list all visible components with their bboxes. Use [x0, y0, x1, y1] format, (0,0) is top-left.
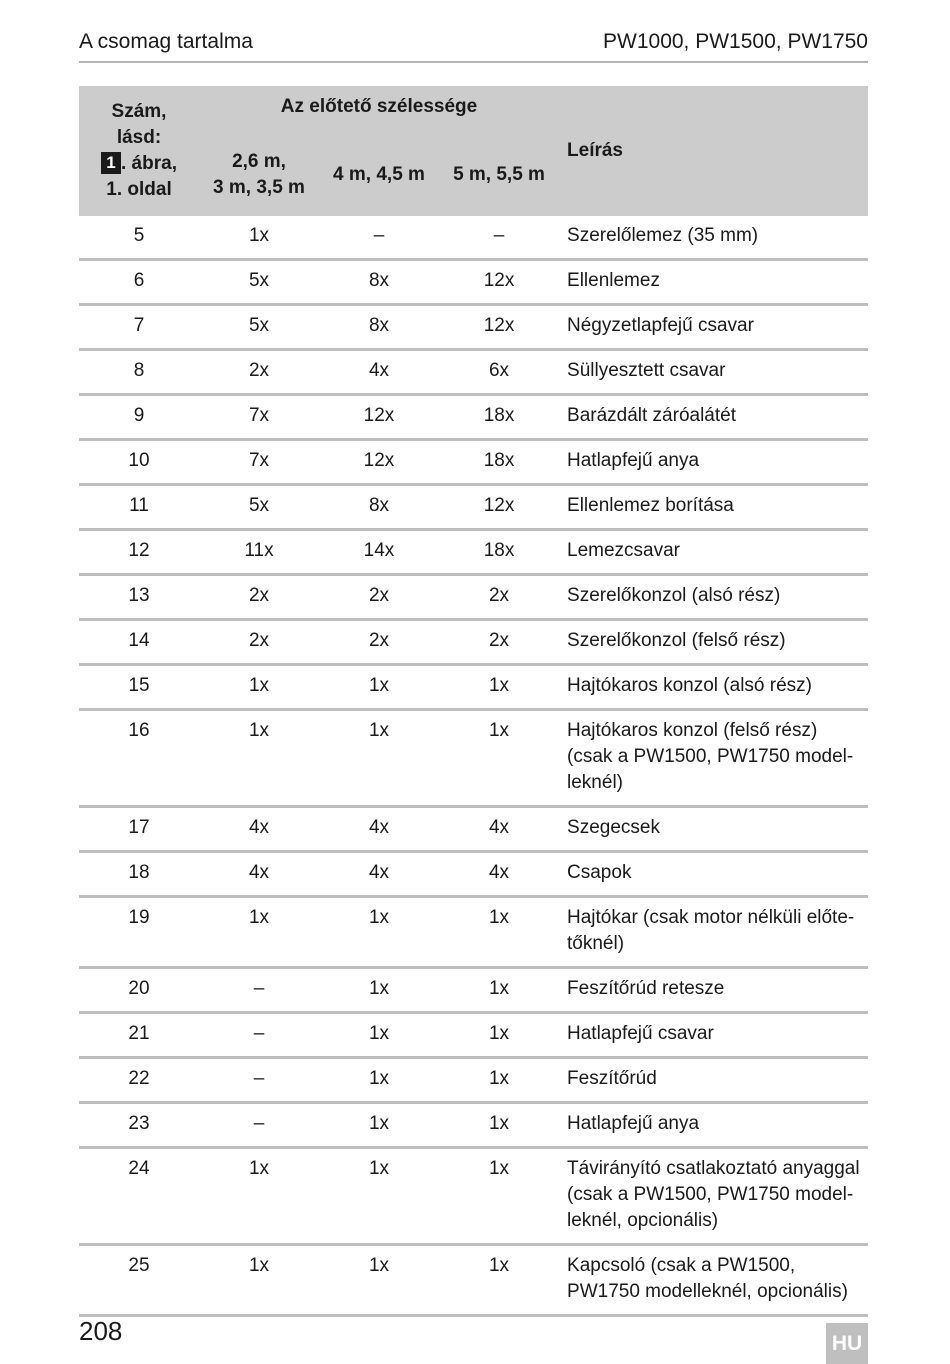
cell-number: 8 [79, 350, 199, 395]
cell-number: 16 [79, 710, 199, 807]
column-header-number-line3: . ábra, [121, 153, 177, 174]
table-row [79, 968, 868, 1013]
cell-qty-width-3: 12x [439, 485, 559, 530]
cell-qty-width-3: 1x [439, 1013, 559, 1058]
cell-number: 21 [79, 1013, 199, 1058]
cell-qty-width-1: 4x [199, 807, 319, 852]
cell-description: Hatlapfejű anya [559, 440, 868, 485]
column-header-width-1 [199, 134, 319, 216]
cell-qty-width-3: 18x [439, 530, 559, 575]
cell-description: Barázdált záróalátét [559, 395, 868, 440]
page-number: 208 [79, 1316, 123, 1346]
cell-qty-width-1: 1x [199, 216, 319, 260]
cell-qty-width-1: 1x [199, 710, 319, 807]
cell-qty-width-3: 1x [439, 665, 559, 710]
header-divider [79, 61, 868, 63]
cell-qty-width-1: – [199, 968, 319, 1013]
cell-description: Feszítőrúd retesze [559, 968, 868, 1013]
cell-qty-width-3: 1x [439, 710, 559, 807]
cell-description: Ellenlemez borítása [559, 485, 868, 530]
table-row [79, 575, 868, 620]
cell-qty-width-1: 5x [199, 485, 319, 530]
cell-number: 12 [79, 530, 199, 575]
cell-number: 6 [79, 260, 199, 305]
cell-qty-width-2: 14x [319, 530, 439, 575]
cell-description: Hatlapfejű anya [559, 1103, 868, 1148]
cell-description: Csapok [559, 852, 868, 897]
cell-qty-width-3: 4x [439, 852, 559, 897]
cell-description: Hajtókaros konzol (felső rész) (csak a PW1500, PW1750 modelleknél) [559, 710, 868, 807]
cell-number: 24 [79, 1148, 199, 1245]
package-contents-table [79, 86, 868, 1317]
cell-qty-width-3: 1x [439, 1245, 559, 1316]
cell-description: Hatlapfejű csavar [559, 1013, 868, 1058]
cell-description: Feszítőrúd [559, 1058, 868, 1103]
column-header-description: Leírás [567, 140, 623, 161]
cell-qty-width-1: 1x [199, 897, 319, 968]
cell-number: 23 [79, 1103, 199, 1148]
column-header-width-1-line1: 2,6 m, [232, 151, 286, 172]
table-row [79, 485, 868, 530]
cell-qty-width-2: 1x [319, 1103, 439, 1148]
cell-qty-width-3: – [439, 216, 559, 260]
figure-number-badge: 1 [101, 152, 121, 174]
cell-qty-width-2: 1x [319, 1013, 439, 1058]
language-badge: HU [826, 1323, 868, 1364]
table-row [79, 1245, 868, 1316]
cell-qty-width-2: 2x [319, 575, 439, 620]
cell-number: 9 [79, 395, 199, 440]
column-header-awning-width: Az előtető szélessége [280, 96, 478, 117]
cell-description: Szerelőkonzol (felső rész) [559, 620, 868, 665]
column-header-number-line2: lásd: [116, 127, 162, 148]
cell-number: 19 [79, 897, 199, 968]
cell-qty-width-1: 1x [199, 665, 319, 710]
cell-qty-width-3: 12x [439, 260, 559, 305]
table-row [79, 1013, 868, 1058]
cell-number: 13 [79, 575, 199, 620]
table-row [79, 530, 868, 575]
cell-qty-width-2: 2x [319, 620, 439, 665]
cell-qty-width-2: 12x [319, 395, 439, 440]
column-header-width-1-line2: 3 m, 3,5 m [213, 177, 305, 198]
cell-number: 14 [79, 620, 199, 665]
table-body [79, 216, 868, 1316]
table-row [79, 216, 868, 260]
table-row [79, 260, 868, 305]
cell-qty-width-1: 2x [199, 350, 319, 395]
cell-number: 10 [79, 440, 199, 485]
column-header-number [79, 86, 199, 216]
table-row [79, 620, 868, 665]
cell-qty-width-2: 8x [319, 260, 439, 305]
cell-number: 7 [79, 305, 199, 350]
cell-qty-width-1: 5x [199, 305, 319, 350]
cell-qty-width-1: – [199, 1013, 319, 1058]
cell-qty-width-2: 8x [319, 305, 439, 350]
cell-qty-width-1: 4x [199, 852, 319, 897]
cell-qty-width-1: – [199, 1058, 319, 1103]
cell-qty-width-2: 1x [319, 710, 439, 807]
cell-description: Lemezcsavar [559, 530, 868, 575]
cell-qty-width-1: 7x [199, 395, 319, 440]
cell-qty-width-3: 1x [439, 897, 559, 968]
cell-qty-width-1: 2x [199, 575, 319, 620]
table-row [79, 710, 868, 807]
cell-qty-width-2: 4x [319, 852, 439, 897]
cell-qty-width-3: 4x [439, 807, 559, 852]
cell-qty-width-2: 8x [319, 485, 439, 530]
cell-description: Négyzetlapfejű csavar [559, 305, 868, 350]
cell-qty-width-3: 1x [439, 968, 559, 1013]
cell-number: 5 [79, 216, 199, 260]
cell-qty-width-2: – [319, 216, 439, 260]
cell-qty-width-2: 1x [319, 665, 439, 710]
cell-qty-width-1: 1x [199, 1148, 319, 1245]
cell-qty-width-2: 4x [319, 350, 439, 395]
cell-description: Hajtókaros konzol (alsó rész) [559, 665, 868, 710]
cell-qty-width-2: 1x [319, 1148, 439, 1245]
cell-description: Szegecsek [559, 807, 868, 852]
cell-number: 17 [79, 807, 199, 852]
cell-qty-width-3: 2x [439, 575, 559, 620]
cell-qty-width-2: 4x [319, 807, 439, 852]
cell-qty-width-3: 1x [439, 1148, 559, 1245]
section-title: A csomag tartalma [79, 30, 253, 53]
cell-qty-width-1: 5x [199, 260, 319, 305]
cell-number: 18 [79, 852, 199, 897]
cell-number: 22 [79, 1058, 199, 1103]
cell-qty-width-2: 1x [319, 1058, 439, 1103]
table-row [79, 1058, 868, 1103]
cell-qty-width-2: 1x [319, 968, 439, 1013]
cell-qty-width-1: – [199, 1103, 319, 1148]
cell-qty-width-3: 12x [439, 305, 559, 350]
table-row [79, 1103, 868, 1148]
cell-qty-width-3: 1x [439, 1103, 559, 1148]
cell-number: 11 [79, 485, 199, 530]
table-row [79, 395, 868, 440]
cell-qty-width-3: 18x [439, 395, 559, 440]
cell-number: 15 [79, 665, 199, 710]
cell-qty-width-2: 1x [319, 1245, 439, 1316]
cell-qty-width-3: 1x [439, 1058, 559, 1103]
column-header-number-line1: Szám, [111, 101, 167, 122]
cell-qty-width-2: 12x [319, 440, 439, 485]
table-row [79, 440, 868, 485]
cell-description: Ellenlemez [559, 260, 868, 305]
cell-qty-width-3: 2x [439, 620, 559, 665]
column-header-width-3: 5 m, 5,5 m [453, 164, 545, 185]
cell-description: Kapcsoló (csak a PW1500, PW1750 modelleknél, opcionális) [559, 1245, 868, 1316]
cell-qty-width-1: 2x [199, 620, 319, 665]
cell-description: Szerelőkonzol (alsó rész) [559, 575, 868, 620]
table-row [79, 350, 868, 395]
cell-description: Távirányító csatlakoztató anyaggal (csak a PW1500, PW1750 modelleknél, opcionális) [559, 1148, 868, 1245]
cell-description: Hajtókar (csak motor nélküli előtetőknél) [559, 897, 868, 968]
column-header-number-line4: 1. oldal [106, 179, 172, 200]
column-header-width-2: 4 m, 4,5 m [333, 164, 425, 185]
cell-description: Süllyesztett csavar [559, 350, 868, 395]
table-header [79, 86, 868, 216]
cell-qty-width-2: 1x [319, 897, 439, 968]
cell-qty-width-3: 18x [439, 440, 559, 485]
table-row [79, 1148, 868, 1245]
cell-qty-width-1: 1x [199, 1245, 319, 1316]
cell-description: Szerelőlemez (35 mm) [559, 216, 868, 260]
table-row [79, 305, 868, 350]
cell-qty-width-1: 11x [199, 530, 319, 575]
table-row [79, 665, 868, 710]
cell-qty-width-3: 6x [439, 350, 559, 395]
cell-number: 20 [79, 968, 199, 1013]
table-row [79, 807, 868, 852]
cell-qty-width-1: 7x [199, 440, 319, 485]
table-row [79, 852, 868, 897]
model-names: PW1000, PW1500, PW1750 [603, 30, 868, 53]
table-row [79, 897, 868, 968]
cell-number: 25 [79, 1245, 199, 1316]
